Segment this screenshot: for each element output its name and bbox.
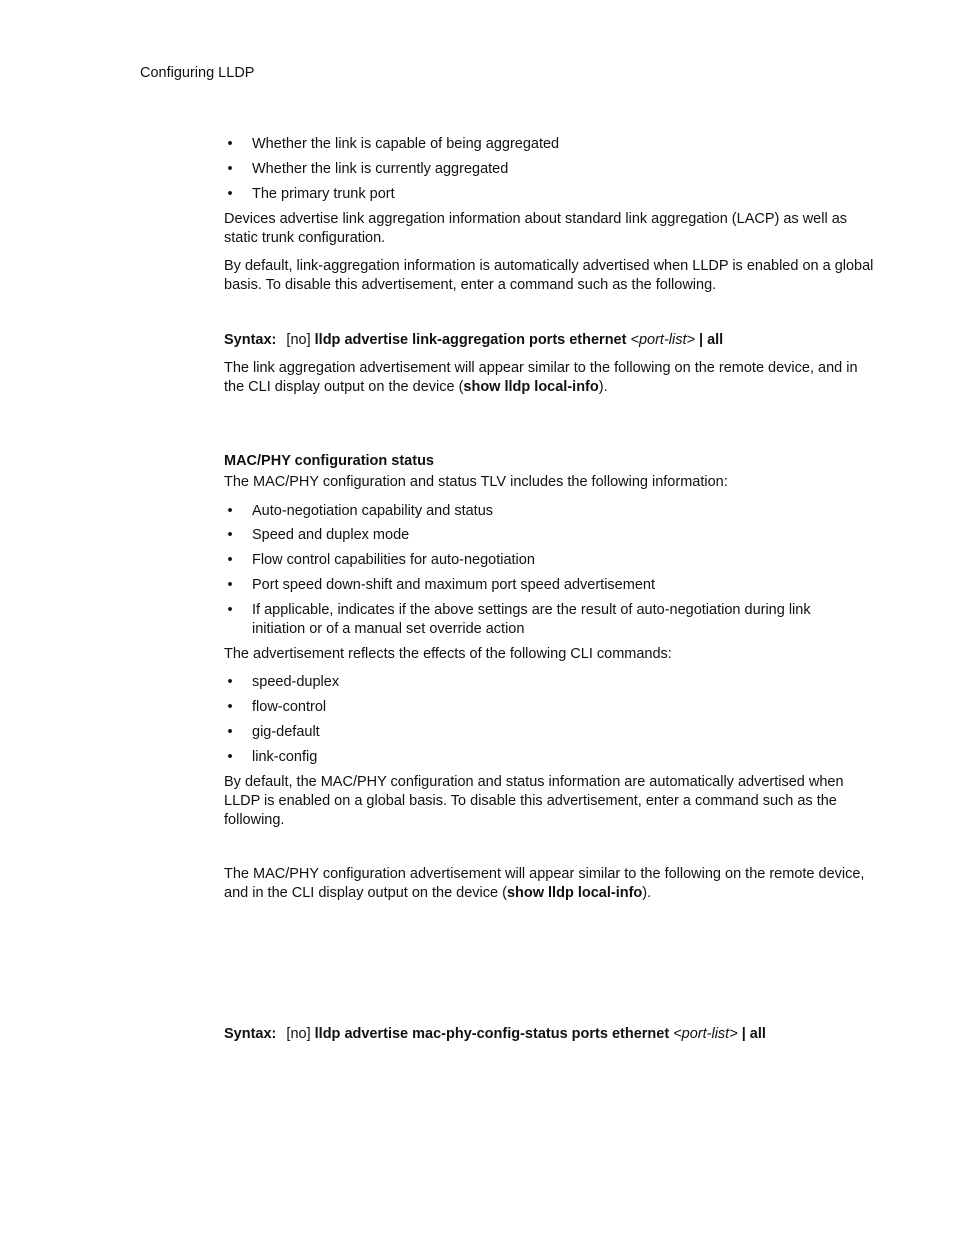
- paragraph: [224, 359, 874, 397]
- inline-command: show lldp local-info: [506, 885, 643, 901]
- syntax-command: lldp advertise mac-phy-config-status ports ethernet: [314, 1026, 670, 1042]
- bullet-icon: •: [227, 552, 233, 568]
- paragraph: By default, link-aggregation information is automatically advertised when LLDP is enabled on a global basis. To disable this advertisement, enter a command such as the following.: [224, 258, 874, 293]
- syntax-line: [224, 1025, 874, 1044]
- list-item-text: gig-default: [252, 724, 320, 740]
- list-item-text: flow-control: [252, 699, 327, 715]
- bullet-icon: •: [227, 749, 233, 765]
- syntax-argument: <port-list>: [630, 332, 695, 348]
- paragraph: The advertisement reflects the effects of the following CLI commands:: [224, 646, 672, 662]
- bullet-icon: •: [227, 503, 233, 519]
- bullet-icon: •: [227, 724, 233, 740]
- list-item-text: The primary trunk port: [252, 186, 395, 202]
- list-item-text: speed-duplex: [252, 674, 340, 690]
- bullet-icon: •: [227, 699, 233, 715]
- list-item-text: If applicable, indicates if the above settings are the result of auto-negotiation during link initiation or of a manual set override action: [252, 602, 811, 637]
- syntax-label: Syntax:: [224, 1026, 277, 1042]
- paragraph-text: ).: [598, 379, 608, 395]
- bullet-icon: •: [227, 161, 233, 177]
- list-item-text: Whether the link is currently aggregated: [252, 161, 509, 177]
- bullet-icon: •: [227, 527, 233, 543]
- paragraph-text: The link aggregation advertisement will appear similar to the following on the remote device, and in the CLI display output on the device (: [224, 360, 858, 395]
- inline-command: show lldp local-info: [463, 379, 599, 395]
- list-item-text: Port speed down-shift and maximum port speed advertisement: [252, 577, 655, 593]
- list-item-text: Whether the link is capable of being aggregated: [252, 136, 560, 152]
- paragraph: [224, 865, 874, 903]
- syntax-label: Syntax:: [224, 332, 277, 348]
- section-heading: MAC/PHY configuration status: [224, 453, 434, 469]
- bullet-icon: •: [227, 674, 233, 690]
- bullet-icon: •: [227, 577, 233, 593]
- list-item-text: link-config: [252, 749, 318, 765]
- bullet-icon: •: [227, 136, 233, 152]
- list-item-text: Flow control capabilities for auto-negotiation: [252, 552, 535, 568]
- syntax-tail: | all: [741, 1026, 766, 1042]
- bullet-icon: •: [227, 186, 233, 202]
- paragraph: The MAC/PHY configuration and status TLV includes the following information:: [224, 474, 728, 490]
- paragraph-text: ).: [642, 885, 652, 901]
- syntax-tail: | all: [699, 332, 724, 348]
- bullet-icon: •: [227, 602, 233, 618]
- syntax-argument: <port-list>: [673, 1026, 738, 1042]
- syntax-optional: [no]: [286, 1026, 311, 1042]
- paragraph: Devices advertise link aggregation information about standard link aggregation (LACP) as well as static trunk configuration.: [224, 211, 848, 246]
- paragraph: By default, the MAC/PHY configuration and status information are automatically advertised when LLDP is enabled on a global basis. To disable this advertisement, enter a command such as the following.: [224, 774, 844, 828]
- list-item-text: Speed and duplex mode: [252, 527, 410, 543]
- syntax-line: [224, 331, 874, 350]
- paragraph-text: The MAC/PHY configuration advertisement will appear similar to the following on the remote device, and in the CLI display output on the device (: [224, 866, 865, 901]
- running-head: Configuring LLDP: [140, 65, 255, 81]
- syntax-optional: [no]: [286, 332, 311, 348]
- list-item-text: Auto-negotiation capability and status: [252, 503, 494, 519]
- syntax-command: lldp advertise link-aggregation ports ethernet: [314, 332, 627, 348]
